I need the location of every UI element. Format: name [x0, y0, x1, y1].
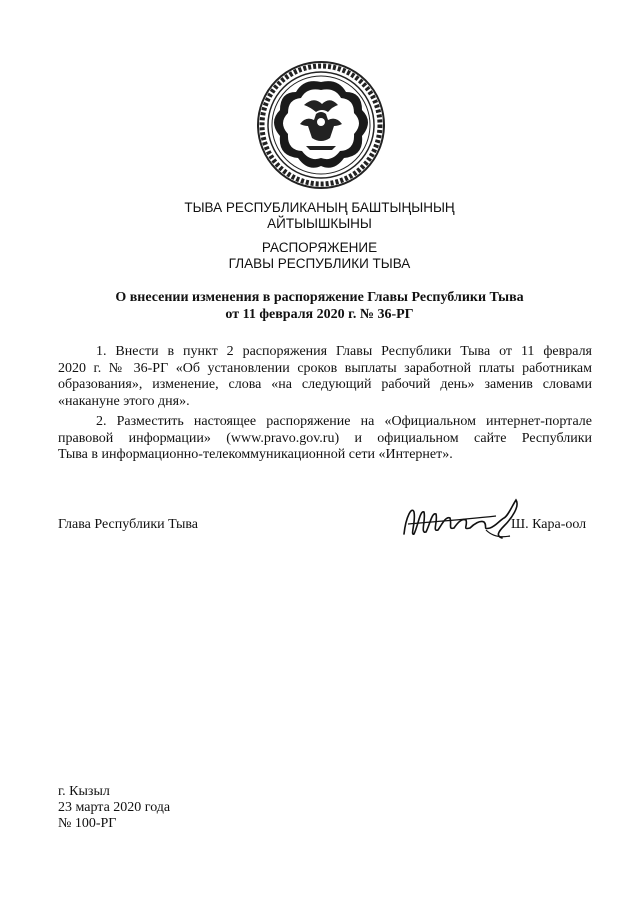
document-title-line-1: О внесении изменения в распоряжение Главы Республики Тыва	[115, 290, 524, 305]
signatory-name: Ш. Кара-оол	[511, 517, 587, 532]
paragraph-line: «накануне этого дня».	[58, 393, 190, 409]
document-number: № 100-РГ	[58, 816, 117, 831]
paragraph-2	[58, 414, 592, 464]
paragraph-line: образования», изменение, слова «на следующий рабочий день» заменив словами	[58, 377, 592, 392]
document-title-line-2: от 11 февраля 2020 г. № 36-РГ	[225, 307, 414, 322]
document-date: 23 марта 2020 года	[58, 800, 171, 815]
document-city: г. Кызыл	[58, 784, 110, 799]
signatory-position: Глава Республики Тыва	[58, 517, 199, 532]
tuva-coat-of-arms-icon	[256, 60, 386, 190]
document-type: РАСПОРЯЖЕНИЕ	[261, 240, 378, 255]
paragraph-line: 2020 г. № 36-РГ «Об установлении сроков выплаты заработной платы работникам	[58, 360, 592, 376]
header-line-1: ТЫВА РЕСПУБЛИКАНЫҢ БАШТЫҢЫНЫҢ	[184, 200, 455, 215]
header-line-2: АЙТЫЫШКЫНЫ	[267, 216, 372, 231]
paragraph-1	[58, 344, 592, 410]
paragraph-line: 1. Внести в пункт 2 распоряжения Главы Республики Тыва от 11 февраля	[96, 344, 592, 359]
paragraph-line: Тыва в информационно-телекоммуникационной сети «Интернет».	[58, 447, 453, 462]
paragraph-line: 2. Разместить настоящее распоряжение на «Официальном интернет-портале	[96, 414, 592, 429]
paragraph-line: правовой информации» (www.pravo.gov.ru) и официальном сайте Республики	[58, 430, 592, 446]
issuing-authority: ГЛАВЫ РЕСПУБЛИКИ ТЫВА	[228, 256, 411, 271]
handwritten-signature	[400, 496, 524, 546]
